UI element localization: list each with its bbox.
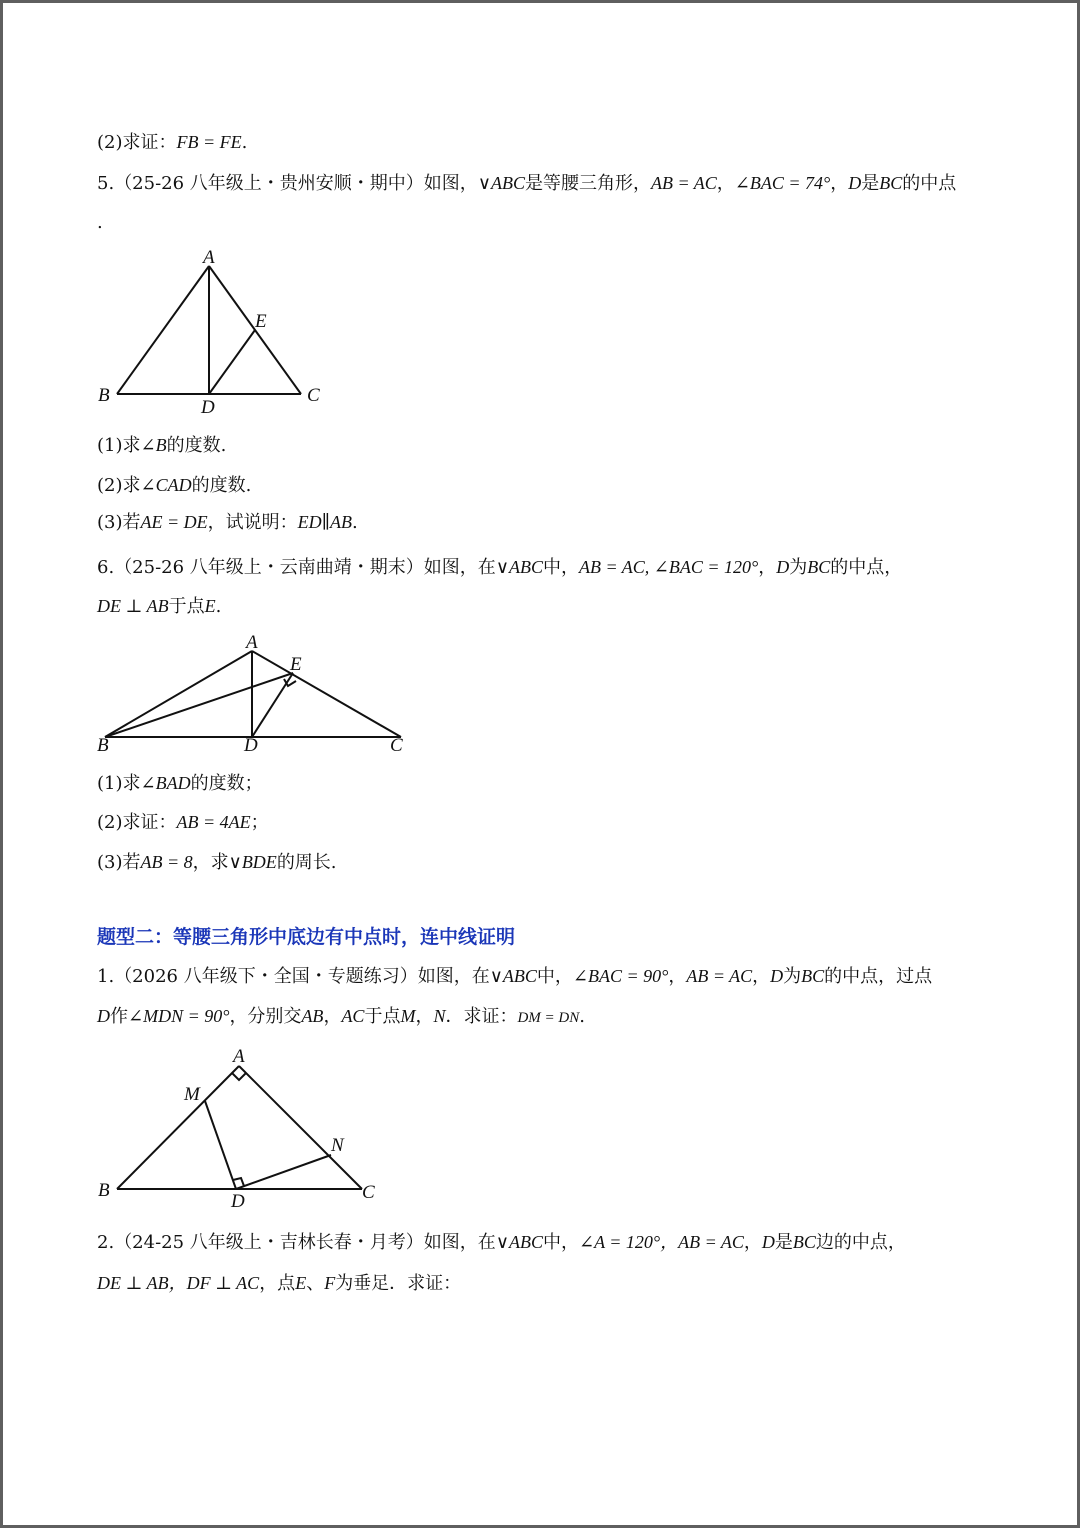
text: 的度数. — [191, 475, 252, 496]
label-a: A — [246, 632, 258, 653]
punct: ， — [743, 1232, 762, 1253]
math-var: BC — [807, 557, 831, 577]
text: 边的中点， — [815, 1232, 906, 1253]
label-d: D — [231, 1191, 245, 1212]
text: ，分别交 — [229, 1006, 302, 1027]
math-var: M — [400, 1006, 416, 1026]
math-var: N — [433, 1006, 446, 1026]
text: 是等腰三角形， — [524, 173, 651, 194]
math-expr: AB = 4AE — [176, 812, 251, 832]
text: 为垂足．求证： — [335, 1273, 462, 1294]
math-var: AC — [341, 1006, 365, 1026]
label-e: E — [290, 654, 302, 675]
punct: ， — [716, 173, 735, 194]
triangle-symbol: ∨ABC — [495, 557, 543, 577]
math-expr: ∠BAC = 74° — [734, 173, 831, 193]
math-var: D — [761, 1232, 775, 1252]
question-source: （24-25 八年级上・吉林长春・月考）如图，在 — [114, 1232, 496, 1253]
punct: ； — [250, 812, 269, 833]
text: 为 — [783, 966, 802, 987]
label-a: A — [233, 1046, 245, 1067]
math-var: E — [204, 596, 216, 616]
question-number: 2. — [97, 1232, 115, 1253]
math-expr: ∠BAC = 90° — [572, 966, 669, 986]
math-expr: ∠A = 120°，AB = AC — [578, 1232, 744, 1252]
text: 的度数； — [190, 773, 263, 794]
text: 是 — [861, 173, 880, 194]
math-expr: ∠MDN = 90° — [128, 1006, 230, 1026]
math-expr: ∠B — [140, 435, 167, 455]
math-expr: AB = AC, ∠BAC = 120° — [578, 557, 759, 577]
math-var: BC — [792, 1232, 816, 1252]
math-expr: ED∥AB — [297, 512, 352, 532]
part-label: (1)求 — [97, 435, 141, 456]
label-b: B — [98, 1180, 110, 1201]
math-expr: ∠BAD — [140, 773, 191, 793]
text: 是 — [774, 1232, 793, 1253]
math-var: BC — [879, 173, 903, 193]
label-c: C — [390, 735, 403, 756]
math-expr: ∨BDE — [228, 852, 277, 872]
text: 为 — [789, 557, 808, 578]
math-var: D — [776, 557, 790, 577]
text: 的度数. — [166, 435, 227, 456]
math-var: D — [97, 1006, 110, 1026]
punct: 、 — [306, 1273, 325, 1294]
label-b: B — [98, 385, 110, 406]
question-source: （25-26 八年级上・贵州安顺・期中）如图， — [114, 173, 478, 194]
math-expr: AB = AC — [686, 966, 753, 986]
text: 的中点， — [830, 557, 903, 578]
math-expr: AB = 8 — [140, 852, 193, 872]
triangle-symbol: ∨ABC — [477, 173, 525, 193]
text: 中， — [536, 966, 573, 987]
punct: ， — [668, 966, 687, 987]
segment-dn — [236, 1155, 331, 1189]
math-var: BC — [801, 966, 825, 986]
math-var: D — [848, 173, 862, 193]
section-heading: 题型二：等腰三角形中底边有中点时，连中线证明 — [97, 926, 516, 948]
right-angle-mark-a — [232, 1073, 246, 1080]
punct: ， — [830, 173, 849, 194]
punct: ， — [752, 966, 771, 987]
question-number: 6. — [97, 557, 115, 578]
label-c: C — [307, 385, 320, 406]
text: 的中点，过点 — [824, 966, 933, 987]
text: 于点 — [168, 596, 205, 617]
punct: ， — [758, 557, 777, 578]
segment-dm — [205, 1101, 236, 1189]
label-m: M — [184, 1084, 200, 1105]
punct: . — [215, 596, 222, 617]
punct: . — [241, 132, 248, 153]
label-a: A — [203, 247, 215, 268]
question-number: 5. — [97, 173, 115, 194]
punct: . — [351, 512, 358, 533]
text: 的中点 — [902, 173, 957, 194]
question-number: 1. — [97, 966, 115, 987]
text: ，点 — [259, 1273, 296, 1294]
label-n: N — [331, 1135, 344, 1156]
segment-ab — [117, 1066, 239, 1189]
s2-stem — [97, 1231, 906, 1254]
part-label: (2)求证： — [97, 812, 177, 833]
label-d: D — [244, 735, 258, 756]
label-b: B — [97, 735, 109, 756]
math-expr: DM = DN — [517, 1010, 580, 1026]
label-d: D — [201, 397, 215, 418]
text: 的周长. — [276, 852, 337, 873]
punct: . — [97, 212, 103, 233]
part-label: (2)求 — [97, 475, 141, 496]
math-expr: DE ⊥ AB — [97, 596, 169, 616]
math-expr: AB = AC — [650, 173, 717, 193]
label-c: C — [362, 1182, 375, 1203]
math-var: F — [324, 1273, 336, 1293]
part-label: (3)若 — [97, 512, 141, 533]
math-expr: AE = DE — [140, 512, 208, 532]
math-var: E — [295, 1273, 307, 1293]
question-source: （2026 八年级下・全国・专题练习）如图，在 — [114, 966, 490, 987]
punct: . — [579, 1006, 585, 1027]
triangle-symbol: ∨ABC — [489, 966, 537, 986]
segment-ac — [239, 1066, 362, 1189]
text: 作 — [110, 1006, 128, 1027]
math-expr: DE ⊥ AB，DF ⊥ AC — [97, 1273, 260, 1293]
text: ，试说明： — [207, 512, 298, 533]
text: ．求证： — [445, 1006, 518, 1027]
part-label: (1)求 — [97, 773, 141, 794]
triangle-symbol: ∨ABC — [495, 1232, 543, 1252]
text: 中， — [542, 557, 579, 578]
math-expr: ∠CAD — [140, 475, 192, 495]
part-label: (3)若 — [97, 852, 141, 873]
s2-stem-cont — [97, 1272, 461, 1295]
punct: ， — [323, 1006, 342, 1027]
text: 于点 — [364, 1006, 401, 1027]
question-source: （25-26 八年级上・云南曲靖・期末）如图，在 — [114, 557, 496, 578]
text: 中， — [542, 1232, 579, 1253]
math-var: AB — [301, 1006, 324, 1026]
label-e: E — [255, 311, 267, 332]
punct: ， — [415, 1006, 434, 1027]
math-var: D — [770, 966, 784, 986]
math-expr: FB = FE — [176, 132, 242, 152]
text: ，求 — [192, 852, 229, 873]
part-label: (2)求证： — [97, 132, 177, 153]
